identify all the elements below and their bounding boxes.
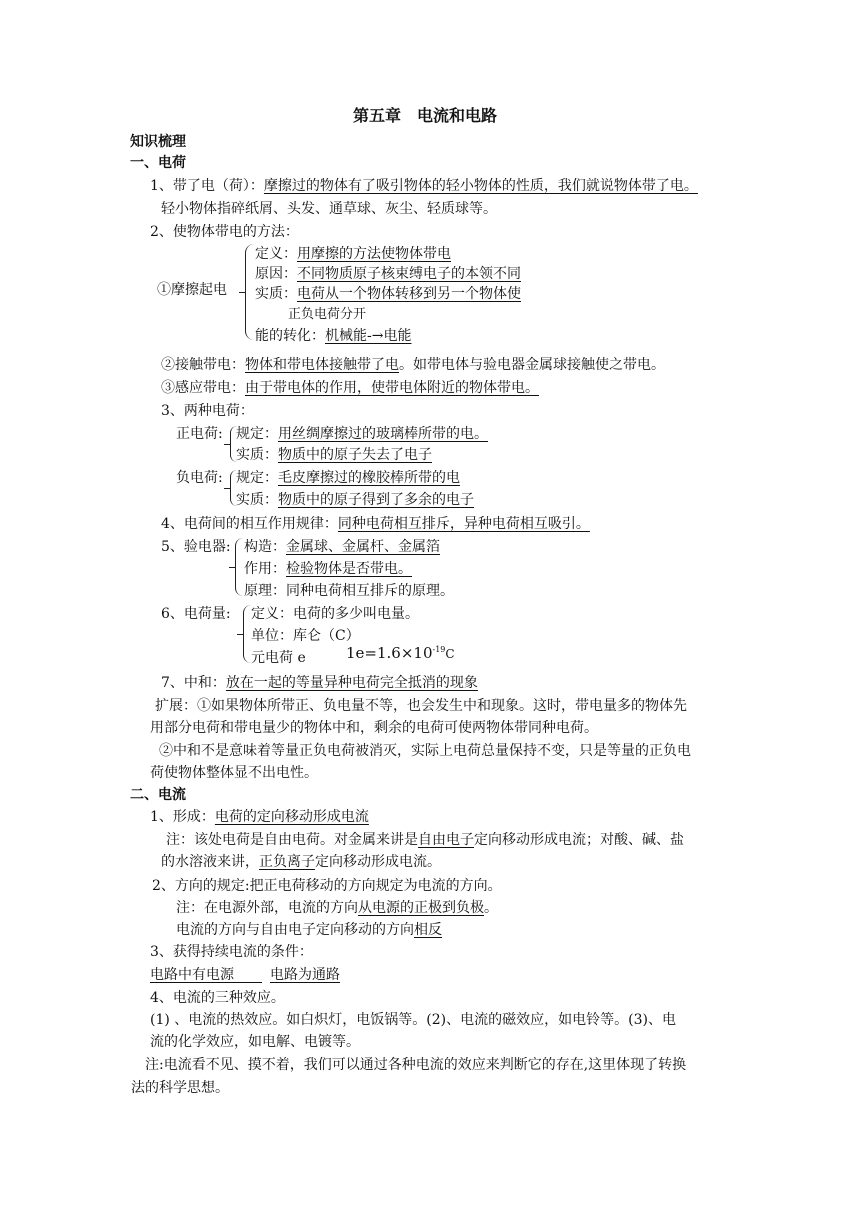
electroscope-principle: 原理：同种电荷相互排斥的原理。 bbox=[244, 583, 454, 599]
positive-charge-label: 正电荷: bbox=[176, 426, 223, 442]
section-knowledge: 知识梳理 bbox=[130, 134, 186, 150]
negative-essence: 实质：物质中的原子得到了多余的电子 bbox=[236, 492, 474, 508]
charge-quantity-brace bbox=[243, 605, 251, 663]
item-3: 3、两种电荷： bbox=[161, 403, 254, 419]
contact-charging: ②接触带电：物体和带电体接触带了电。如带电体与验电器金属球接触使之带电。 bbox=[161, 357, 665, 373]
final-note-2: 法的科学思想。 bbox=[131, 1080, 229, 1096]
item-1-fill: 摩擦过的物体有了吸引物体的轻小物体的性质，我们就说物体带了电。 bbox=[263, 178, 698, 194]
friction-energy: 能的转化：机械能-→电能 bbox=[255, 328, 412, 344]
friction-essence: 实质：电荷从一个物体转移到另一个物体使 bbox=[255, 286, 521, 302]
extension-2b: 荷使物体整体显不出电性。 bbox=[150, 765, 318, 781]
negative-rule: 规定：毛皮摩擦过的橡胶棒所带的电 bbox=[236, 470, 460, 486]
electroscope-structure: 构造：金属球、金属杆、金属箔 bbox=[244, 539, 440, 555]
final-note-1: 注:电流看不见、摸不着，我们可以通过各种电流的效应来判断它的存在,这里体现了转换 bbox=[145, 1057, 687, 1073]
positive-essence: 实质：物质中的原子失去了电子 bbox=[236, 447, 432, 463]
item-1-note: 轻小物体指碎纸屑、头发、通草球、灰尘、轻质球等。 bbox=[161, 201, 497, 217]
current-note-1: 注：该处电荷是自由电荷。对金属来讲是自由电子定向移动形成电流；对酸、碱、盐 bbox=[166, 832, 684, 848]
friction-def: 定义：用摩擦的方法使物体带电 bbox=[255, 246, 451, 262]
continuous-current-conditions: 3、获得持续电流的条件： bbox=[150, 944, 313, 960]
page-title: 第五章 电流和电路 bbox=[353, 106, 498, 125]
item-1 bbox=[150, 176, 698, 196]
extension-2a: ②中和不是意味着等量正负电荷被消灭，实际上电荷总量保持不变，只是等量的正负电 bbox=[159, 743, 691, 759]
extension-1a: 扩展：①如果物体所带正、负电量不等，也会发生中和现象。这时，带电量多的物体先 bbox=[155, 698, 687, 714]
electroscope-brace bbox=[235, 538, 243, 596]
friction-brace bbox=[245, 244, 254, 340]
friction-essence-2: 正负电荷分开 bbox=[288, 307, 367, 322]
charge-unit: 单位：库仑（C） bbox=[251, 628, 360, 644]
positive-rule: 规定：用丝绸摩擦过的玻璃棒所带的电。 bbox=[236, 426, 488, 442]
effects-line-2: 流的化学效应，如电解、电镀等。 bbox=[150, 1034, 360, 1050]
direction-note-2: 电流的方向与自由电子定向移动的方向相反 bbox=[176, 922, 442, 938]
electroscope-use: 作用：检验物体是否带电。 bbox=[244, 561, 412, 577]
item-7: 7、中和：放在一起的等量异种电荷完全抵消的现象 bbox=[161, 675, 478, 691]
item-4: 4、电荷间的相互作用规律：同种电荷相互排斥，异种电荷相互吸引。 bbox=[161, 516, 590, 532]
extension-1b: 用部分电荷和带电量少的物体中和，剩余的电荷可使两物体带同种电荷。 bbox=[150, 720, 598, 736]
three-effects: 4、电流的三种效应。 bbox=[150, 990, 285, 1006]
negative-charge-label: 负电荷: bbox=[176, 470, 223, 486]
elementary-charge: 元电荷 e bbox=[251, 650, 306, 666]
item-1-label: 1、带了电（荷）： bbox=[150, 178, 264, 194]
condition-source: 电路中有电源 bbox=[150, 967, 234, 983]
effects-line-1: (1) 、电流的热效应。如白炽灯，电饭锅等。(2)、电流的磁效应，如电铃等。(3)、电 bbox=[150, 1012, 676, 1028]
friction-label: ①摩擦起电 bbox=[157, 282, 227, 298]
item-6-label: 6、电荷量: bbox=[161, 606, 231, 622]
induction-charging: ③感应带电：由于带电体的作用，使带电体附近的物体带电。 bbox=[161, 380, 539, 396]
elementary-charge-value: $1e=1.6\times 10^{-19}C$ bbox=[346, 644, 455, 662]
friction-reason: 原因：不同物质原子核束缚电子的本领不同 bbox=[255, 266, 521, 282]
charge-definition: 定义：电荷的多少叫电量。 bbox=[251, 606, 419, 622]
current-direction: 2、方向的规定:把正电荷移动的方向规定为电流的方向。 bbox=[152, 878, 502, 894]
item-2: 2、使物体带电的方法： bbox=[150, 224, 299, 240]
item-5-label: 5、验电器: bbox=[161, 539, 231, 555]
current-formation: 1、形成：电荷的定向移动形成电流 bbox=[150, 809, 369, 825]
current-note-2: 的水溶液来讲，正负离子定向移动形成电流。 bbox=[161, 854, 441, 870]
heading-current: 二、电流 bbox=[130, 787, 186, 803]
heading-charge: 一、电荷 bbox=[130, 155, 186, 171]
condition-closed: 电路为通路 bbox=[270, 967, 340, 983]
direction-note-1: 注：在电源外部，电流的方向从电源的正极到负极。 bbox=[176, 900, 498, 916]
